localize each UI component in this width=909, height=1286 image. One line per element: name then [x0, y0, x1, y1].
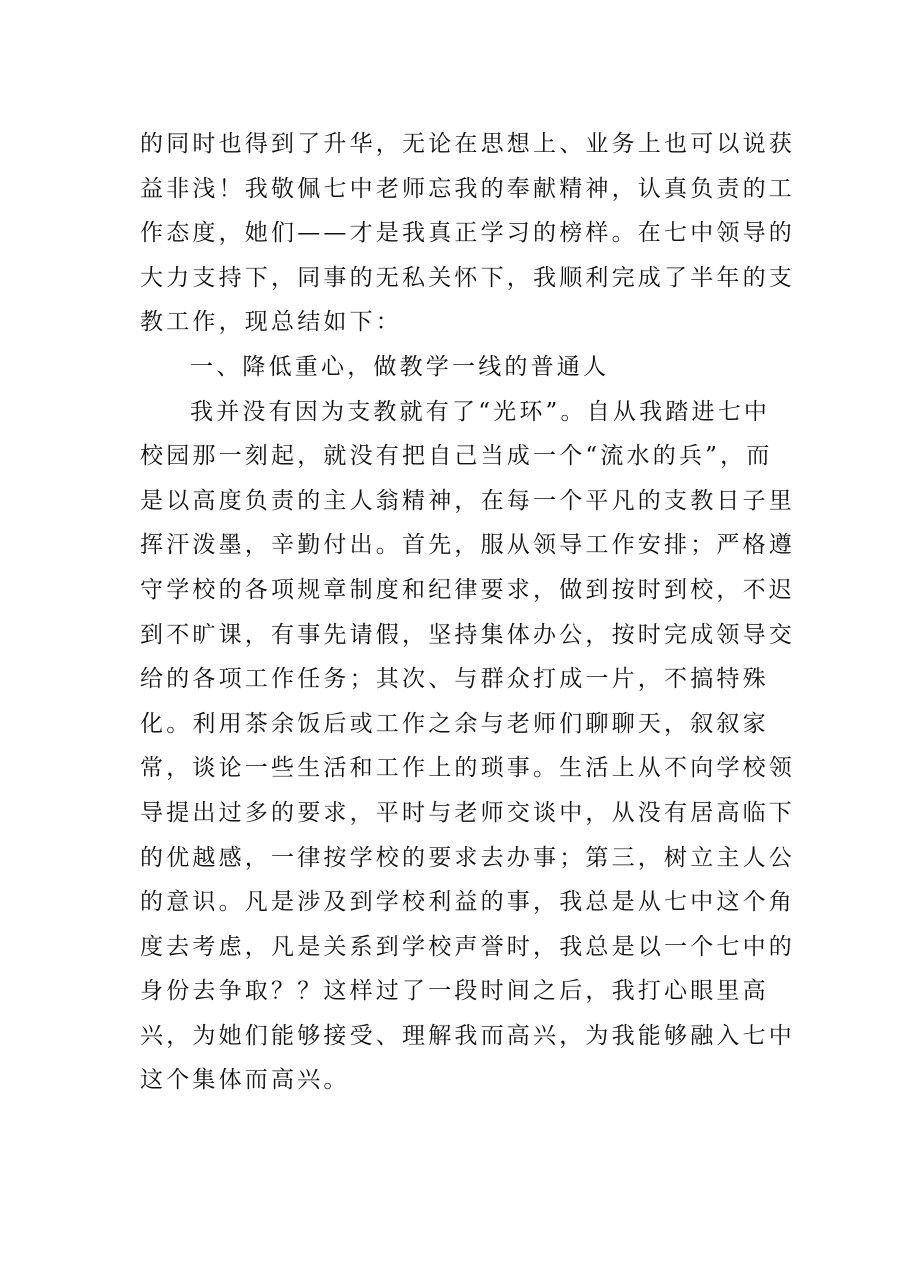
text-line: 教工作，现总结如下： — [140, 309, 402, 336]
text-line: 导提出过多的要求，平时与老师交谈中，从没有居高临下 — [140, 799, 795, 826]
text-line: 守学校的各项规章制度和纪律要求，做到按时到校，不迟 — [140, 576, 795, 603]
text-line: 的同时也得到了升华，无论在思想上、业务上也可以说获 — [140, 131, 795, 157]
text-line: 大力支持下，同事的无私关怀下，我顺利完成了半年的支 — [140, 264, 795, 291]
text-line: 常，谈论一些生活和工作上的琐事。生活上从不向学校领 — [140, 755, 795, 782]
text-line: 益非浅！我敬佩七中老师忘我的奉献精神，认真负责的工 — [140, 175, 795, 202]
text-line: 兴，为她们能够接受、理解我而高兴，为我能够融入七中 — [140, 1022, 795, 1049]
text-line: 给的各项工作任务；其次、与群众打成一片，不搞特殊 — [140, 666, 769, 693]
text-line: 是以高度负责的主人翁精神，在每一个平凡的支教日子里 — [140, 487, 795, 514]
document-body — [140, 122, 795, 1103]
text-line: 的意识。凡是涉及到学校利益的事，我总是从七中这个角 — [140, 889, 795, 916]
text-line: 化。利用茶余饭后或工作之余与老师们聊聊天，叙叙家 — [140, 710, 769, 737]
text-line: 作态度，她们——才是我真正学习的榜样。在七中领导的 — [140, 220, 795, 247]
text-line: 这个集体而高兴。 — [140, 1067, 350, 1094]
text-line: 校园那一刻起，就没有把自己当成一个“流水的兵”，而 — [140, 443, 773, 470]
text-line: 度去考虑，凡是关系到学校声誉时，我总是以一个七中的 — [140, 933, 795, 960]
text-line: 挥汗泼墨，辛勤付出。首先，服从领导工作安排；严格遵 — [140, 532, 795, 559]
paragraph-first-line: 我并没有因为支教就有了“光环”。自从我踏进七中 — [190, 398, 771, 425]
section-heading: 一、降低重心，做教学一线的普通人 — [190, 353, 610, 380]
text-line: 的优越感，一律按学校的要求去办事；第三，树立主人公 — [140, 844, 795, 871]
text-line: 身份去争取？？这样过了一段时间之后，我打心眼里高 — [140, 978, 769, 1005]
text-line: 到不旷课，有事先请假，坚持集体办公，按时完成领导交 — [140, 621, 795, 648]
